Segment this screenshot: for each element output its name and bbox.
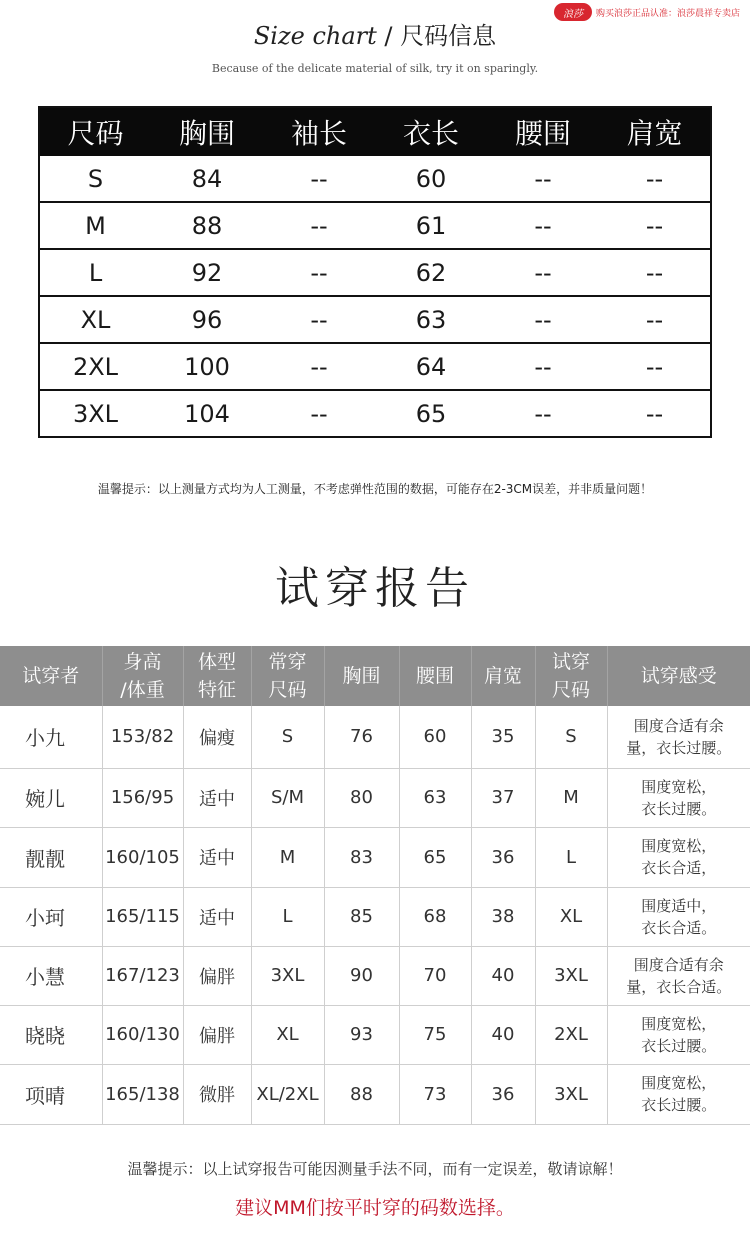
table-cell: --	[487, 249, 599, 296]
table-cell: 3XL	[251, 946, 324, 1005]
title-cn: 尺码信息	[400, 22, 497, 50]
header-line: 体型	[197, 651, 236, 673]
fit-report-note: 温馨提示：以上试穿报告可能因测量手法不同，而有一定误差，敬请谅解！	[127, 1160, 623, 1178]
header-line: 试穿感受	[640, 665, 717, 687]
fit-report-column-header	[535, 646, 607, 706]
table-row	[0, 706, 750, 768]
table-cell: 68	[399, 887, 471, 946]
table-cell: 偏胖	[183, 946, 251, 1005]
table-cell: 62	[375, 249, 487, 296]
table-cell: 64	[375, 343, 487, 390]
header-line: 身高	[123, 651, 162, 673]
table-cell: 小慧	[0, 946, 102, 1005]
table-cell: 适中	[183, 887, 251, 946]
table-cell: 65	[399, 827, 471, 887]
table-cell: 3XL	[535, 1064, 607, 1124]
table-cell: 60	[399, 706, 471, 768]
table-cell: 小珂	[0, 887, 102, 946]
title-en: Size chart	[253, 22, 377, 50]
table-cell: 适中	[183, 827, 251, 887]
table-row	[0, 827, 750, 887]
table-row	[39, 296, 711, 343]
table-cell: 92	[151, 249, 263, 296]
table-cell: 76	[324, 706, 399, 768]
feel-line: 围度宽松，	[641, 1074, 717, 1092]
fit-report-header-row	[0, 646, 750, 706]
table-cell: 84	[151, 156, 263, 202]
table-cell: 160/105	[102, 827, 183, 887]
fit-feel-cell	[607, 1064, 750, 1124]
table-cell: 96	[151, 296, 263, 343]
table-cell: S	[251, 706, 324, 768]
table-cell: --	[645, 399, 664, 428]
table-cell: 100	[151, 343, 263, 390]
table-cell: 40	[471, 946, 535, 1005]
table-cell: --	[599, 156, 711, 202]
table-cell: --	[263, 156, 375, 202]
feel-line: 围度宽松，	[641, 837, 717, 855]
table-cell: --	[487, 343, 599, 390]
table-row	[39, 390, 711, 437]
fit-report-column-header	[183, 646, 251, 706]
header-line: 肩宽	[483, 665, 522, 687]
table-cell: --	[310, 399, 328, 428]
table-cell: 160/130	[102, 1005, 183, 1064]
table-cell: 小九	[0, 706, 102, 768]
feel-line: 衣长合适。	[641, 918, 717, 937]
size-chart-table	[38, 106, 712, 438]
header-line: 腰围	[415, 665, 454, 687]
feel-line: 围度宽松，	[641, 777, 717, 796]
table-cell: M	[535, 768, 607, 827]
feel-line: 量，衣长过腰。	[626, 738, 732, 757]
feel-line: 围度合适有余	[633, 955, 724, 974]
size-chart-header-row	[39, 107, 711, 156]
header-line: /体重	[120, 679, 165, 701]
brand-logo: 浪莎	[554, 3, 592, 21]
table-cell: 3XL	[535, 946, 607, 1005]
table-cell: 婉儿	[0, 768, 102, 827]
size-chart-column-header: 肩宽	[599, 107, 711, 156]
table-cell: 88	[324, 1064, 399, 1124]
table-cell: 35	[471, 706, 535, 768]
feel-line: 围度适中，	[641, 896, 717, 915]
table-cell: --	[534, 399, 552, 428]
feel-line: 围度合适有余	[633, 716, 724, 735]
header-line: 特征	[197, 679, 236, 701]
feel-line: 量，衣长合适。	[626, 977, 732, 996]
table-cell: 40	[471, 1005, 535, 1064]
fit-feel-cell	[607, 1005, 750, 1064]
table-cell: 38	[471, 887, 535, 946]
table-cell: 2XL	[39, 343, 151, 390]
table-cell: 104	[184, 399, 230, 428]
fit-feel-cell	[607, 827, 750, 887]
table-cell: M	[39, 202, 151, 249]
table-cell: L	[39, 249, 151, 296]
fit-report-column-header	[324, 646, 399, 706]
size-chart-title	[0, 16, 750, 51]
header-line: 胸围	[342, 665, 381, 687]
feel-line: 衣长过腰。	[641, 799, 717, 818]
header-line: 尺码	[268, 679, 307, 701]
table-cell: --	[263, 296, 375, 343]
table-cell: XL	[39, 296, 151, 343]
table-cell: --	[487, 156, 599, 202]
fit-feel-cell	[607, 706, 750, 768]
table-cell: --	[263, 202, 375, 249]
table-cell: 75	[399, 1005, 471, 1064]
table-cell: 165/138	[102, 1064, 183, 1124]
table-cell: 73	[399, 1064, 471, 1124]
table-cell: L	[535, 827, 607, 887]
table-row	[0, 1064, 750, 1124]
fit-feel-cell	[607, 887, 750, 946]
table-cell: --	[599, 296, 711, 343]
size-chart-column-header: 袖长	[263, 107, 375, 156]
fit-report-body	[0, 706, 750, 1124]
table-cell: 偏胖	[183, 1005, 251, 1064]
header-line: 尺码	[551, 679, 590, 701]
table-cell: 60	[375, 156, 487, 202]
table-cell: S/M	[251, 768, 324, 827]
table-cell: S	[535, 706, 607, 768]
table-cell: 靓靓	[0, 827, 102, 887]
table-cell: 偏瘦	[183, 706, 251, 768]
size-chart-column-header: 腰围	[487, 107, 599, 156]
fit-report-column-header	[251, 646, 324, 706]
title-separator: /	[376, 22, 401, 50]
table-cell: 61	[375, 202, 487, 249]
size-chart-body	[39, 156, 711, 437]
fit-report-column-header	[0, 646, 102, 706]
header-line: 常穿	[268, 651, 307, 673]
table-cell: 65	[415, 399, 447, 428]
table-cell: 63	[399, 768, 471, 827]
size-chart-subtitle: Because of the delicate material of silk, try it on sparingly.	[211, 62, 539, 75]
table-cell: --	[599, 343, 711, 390]
brand-banner-text: 购买浪莎正品认准：浪莎晨祥专卖店	[595, 8, 740, 19]
header-line: 试穿	[551, 651, 590, 673]
table-cell: 3XL	[72, 399, 119, 428]
size-chart-column-header: 衣长	[375, 107, 487, 156]
table-cell: S	[39, 156, 151, 202]
table-cell: --	[263, 249, 375, 296]
table-cell: --	[487, 202, 599, 249]
table-cell: 37	[471, 768, 535, 827]
table-cell: 36	[471, 827, 535, 887]
table-cell: 36	[471, 1064, 535, 1124]
table-row	[39, 343, 711, 390]
table-row	[0, 887, 750, 946]
table-cell: 70	[399, 946, 471, 1005]
table-cell: 适中	[183, 768, 251, 827]
fit-report-column-header	[399, 646, 471, 706]
table-row	[39, 249, 711, 296]
fit-report-column-header	[102, 646, 183, 706]
table-row	[0, 768, 750, 827]
fit-feel-cell	[607, 946, 750, 1005]
table-cell: --	[263, 343, 375, 390]
table-row	[39, 202, 711, 249]
table-cell: 2XL	[535, 1005, 607, 1064]
feel-line: 衣长过腰。	[641, 1036, 717, 1055]
table-cell: 153/82	[102, 706, 183, 768]
table-cell: M	[251, 827, 324, 887]
table-row	[0, 1005, 750, 1064]
table-cell: 167/123	[102, 946, 183, 1005]
table-cell: --	[487, 296, 599, 343]
feel-line: 围度宽松，	[641, 1014, 717, 1033]
table-cell: --	[599, 249, 711, 296]
table-cell: 156/95	[102, 768, 183, 827]
fit-feel-cell	[607, 768, 750, 827]
fit-report-title: 试穿报告	[275, 563, 475, 614]
size-chart-column-header: 胸围	[151, 107, 263, 156]
fit-report-column-header	[471, 646, 535, 706]
table-cell: L	[251, 887, 324, 946]
table-cell: 83	[324, 827, 399, 887]
table-row	[0, 946, 750, 1005]
table-cell: 微胖	[183, 1064, 251, 1124]
table-cell: 88	[151, 202, 263, 249]
header-line: 试穿者	[22, 665, 80, 687]
table-cell: 63	[375, 296, 487, 343]
table-cell: 165/115	[102, 887, 183, 946]
size-recommendation: 建议MM们按平时穿的码数选择。	[235, 1197, 515, 1219]
table-cell: XL	[535, 887, 607, 946]
table-cell: 93	[324, 1005, 399, 1064]
table-cell: --	[599, 202, 711, 249]
table-cell: 80	[324, 768, 399, 827]
table-cell: 85	[324, 887, 399, 946]
size-chart-note: 温馨提示：以上测量方式均为人工测量，不考虑弹性范围的数据，可能存在2-3CM误差，并非质量问题！	[97, 482, 653, 496]
fit-report-table	[0, 646, 750, 1125]
table-cell: 项晴	[0, 1064, 102, 1124]
table-row	[39, 156, 711, 202]
feel-line: 衣长合适，	[641, 859, 717, 877]
table-cell: 晓晓	[0, 1005, 102, 1064]
feel-line: 衣长过腰。	[641, 1096, 717, 1114]
table-cell: XL/2XL	[251, 1064, 324, 1124]
table-cell: 90	[324, 946, 399, 1005]
table-cell: XL	[251, 1005, 324, 1064]
fit-report-column-header	[607, 646, 750, 706]
size-chart-column-header: 尺码	[39, 107, 151, 156]
